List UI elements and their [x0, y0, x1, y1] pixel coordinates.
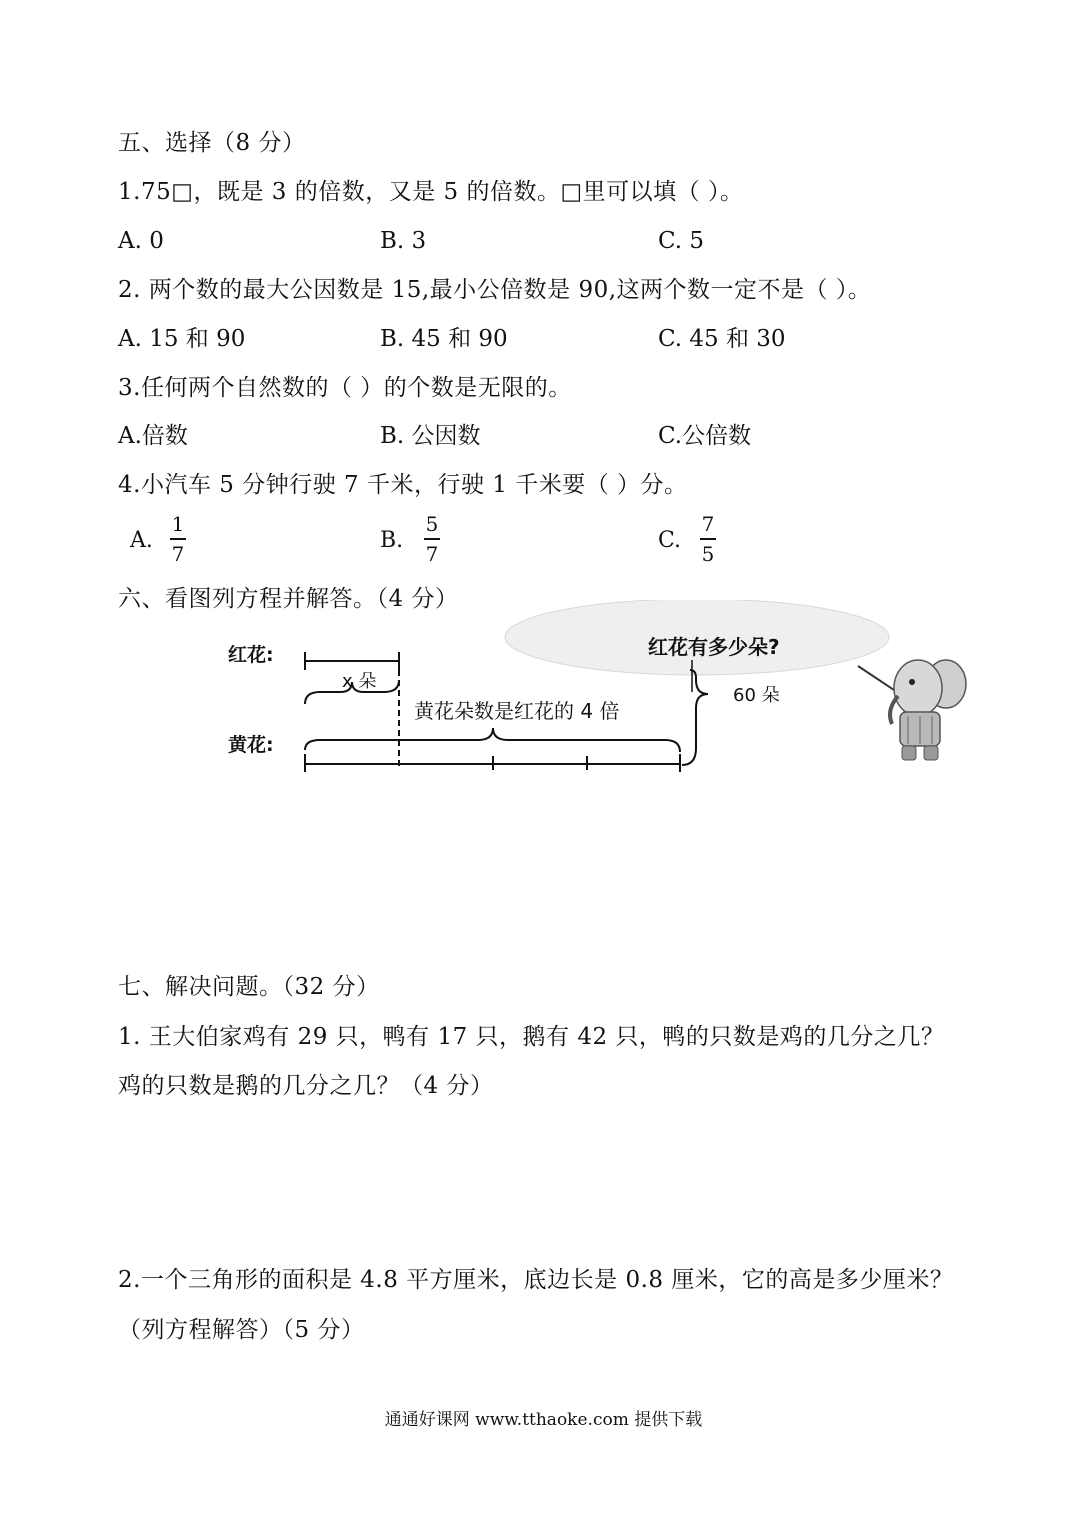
q2-option-b: B. 45 和 90 [380, 326, 508, 352]
q4-option-b-numerator: 5 [425, 512, 439, 536]
q4-text: 4.小汽车 5 分钟行驶 7 千米，行驶 1 千米要（ ）分。 [118, 472, 688, 498]
s7-q1-line2: 鸡的只数是鹅的几分之几？（4 分） [118, 1073, 494, 1099]
fraction-bar [700, 538, 716, 540]
total-brace [682, 670, 708, 765]
red-flower-label: 红花: [228, 644, 274, 666]
q4-option-c-fraction [700, 513, 716, 565]
q4-option-c-label: C. [658, 528, 682, 553]
q2-option-c: C. 45 和 30 [658, 326, 786, 352]
q4-option-a-denominator: 7 [171, 541, 185, 566]
q4-option-b-denominator: 7 [425, 541, 439, 566]
q3-text: 3.任何两个自然数的（ ）的个数是无限的。 [118, 375, 572, 401]
q3-option-a: A.倍数 [118, 423, 188, 449]
s7-q2-line1: 2.一个三角形的面积是 4.8 平方厘米，底边长是 0.8 厘米，它的高是多少厘米？ [118, 1267, 954, 1293]
q2-text: 2. 两个数的最大公因数是 15,最小公倍数是 90,这两个数一定不是（ ）。 [118, 277, 872, 303]
x-label: x 朵 [342, 671, 377, 692]
q4-option-a-fraction [170, 513, 186, 565]
q4-option-b-fraction [424, 513, 440, 565]
section5-heading: 五、选择（8 分） [118, 130, 306, 156]
s7-q2-line2: （列方程解答）（5 分） [118, 1317, 365, 1343]
line-segment-diagram [0, 600, 1087, 800]
q3-option-c: C.公倍数 [658, 423, 752, 449]
q2-option-a: A. 15 和 90 [118, 326, 246, 352]
q4-option-c-numerator: 7 [701, 512, 715, 536]
fraction-bar [170, 538, 186, 540]
s7-q1-line1: 1. 王大伯家鸡有 29 只，鸭有 17 只，鹅有 42 只，鸭的只数是鸡的几分之几？ [118, 1024, 945, 1050]
q3-option-b: B. 公因数 [380, 423, 481, 449]
elephant-teacher-icon [858, 660, 966, 760]
speech-bubble-text: 红花有多少朵? [648, 635, 780, 659]
relation-label: 黄花朵数是红花的 4 倍 [414, 699, 620, 723]
yellow-flower-label: 黄花: [228, 734, 274, 756]
section6-heading: 六、看图列方程并解答。（4 分） [118, 586, 459, 612]
q1-option-c: C. 5 [658, 228, 705, 254]
q1-text: 1.75□，既是 3 的倍数，又是 5 的倍数。□里可以填（ ）。 [118, 179, 744, 205]
q4-option-c-denominator: 5 [701, 541, 715, 566]
total-label: 60 朵 [733, 685, 780, 706]
q4-option-b-label: B. [380, 528, 404, 553]
q4-option-a-numerator: 1 [171, 512, 185, 536]
section7-heading: 七、解决问题。（32 分） [118, 974, 380, 1000]
footer-credit: 通通好课网 www.tthaoke.com 提供下载 [384, 1410, 703, 1430]
fraction-bar [424, 538, 440, 540]
q1-option-b: B. 3 [380, 228, 427, 254]
yellow-brace [305, 728, 680, 752]
q4-option-a-label: A. [130, 528, 153, 553]
q1-option-a: A. 0 [118, 228, 164, 254]
